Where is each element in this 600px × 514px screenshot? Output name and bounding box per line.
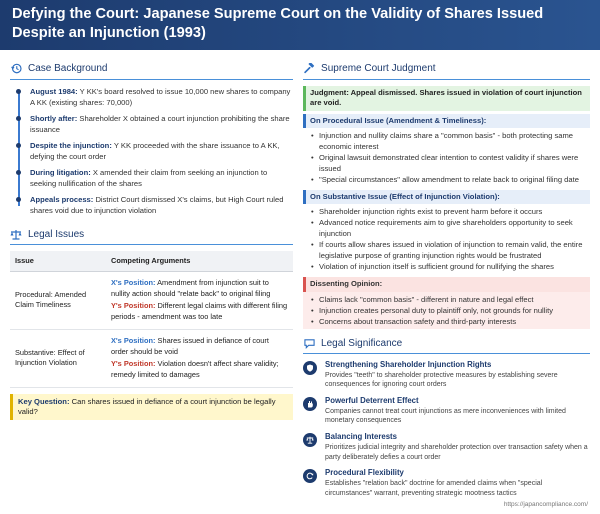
y-position: [111, 359, 288, 380]
significance-title-text: Powerful Deterrent Effect: [325, 396, 419, 406]
x-position: [111, 278, 288, 299]
key-question-label: Key Question:: [18, 396, 70, 406]
significance-title: Legal Significance: [321, 337, 403, 349]
shield-icon: [303, 361, 317, 375]
issues-table: [10, 251, 293, 388]
dissent-points: [303, 292, 590, 329]
list-item: • Violation of injunction itself is sufficient ground for nullifying the shares: [311, 261, 590, 272]
significance-desc: Prioritizes judicial integrity and shareholder protection over transaction safety when a party deliberately defies a court order: [325, 443, 588, 461]
x-position-label: X's Position:: [111, 277, 156, 287]
significance-item: [303, 468, 590, 498]
timeline-label: Despite the injunction:: [30, 140, 112, 150]
significance-title-text: Procedural Flexibility: [325, 468, 404, 478]
significance-title-text: Balancing Interests: [325, 432, 397, 442]
legal-issues-title: Legal Issues: [28, 228, 85, 240]
judgment-heading: [303, 62, 590, 80]
significance-desc: Companies cannot treat court injunctions as mere inconveniences with limited monetary consequences: [325, 407, 566, 425]
significance-item: [303, 432, 590, 462]
list-item: • Injunction and nullity claims share a "common basis" - both protecting same economic interest: [311, 130, 590, 152]
case-background-heading: [10, 62, 293, 80]
significance-item: [303, 396, 590, 426]
timeline-item: [30, 167, 293, 189]
arguments-cell: [106, 271, 293, 329]
y-position-label: Y's Position:: [111, 359, 156, 369]
timeline-label: August 1984:: [30, 86, 78, 96]
arguments-cell: [106, 329, 293, 387]
significance-body: [325, 360, 590, 390]
timeline-item: [30, 140, 293, 162]
left-column: [10, 50, 293, 504]
page-header: [0, 0, 600, 50]
column-header-arguments: Competing Arguments: [106, 251, 293, 271]
x-position-text: Shares issued in defiance of court order should be void: [111, 335, 269, 356]
list-item: • Shareholder injunction rights exist to prevent harm before it occurs: [311, 206, 590, 217]
issue-cell: Procedural: Amended Claim Timeliness: [10, 271, 106, 329]
page-title: Defying the Court: Japanese Supreme Court on the Validity of Shares Issued Despite an Injunction (1993): [12, 6, 544, 41]
key-question-text: Can shares issued in defiance of a court injunction be legally valid?: [18, 396, 276, 417]
timeline-label: Shortly after:: [30, 113, 78, 123]
list-item: • If courts allow shares issued in violation of injunction to remain valid, the entire legislative purpose of granting injunction rights would be frustrated: [311, 239, 590, 261]
timeline-item: [30, 194, 293, 216]
list-item: • Injunction creates personal duty to plaintiff only, not grounds for nullity: [311, 305, 590, 316]
timeline-text: District Court dismissed X's claims, but High Court ruled shares void due to injunction violation: [30, 194, 284, 215]
significance-title-text: Strengthening Shareholder Injunction Rights: [325, 360, 492, 369]
significance-list: [303, 360, 590, 498]
key-question: [10, 394, 293, 421]
gavel-icon: [303, 63, 315, 75]
dissent-box: [303, 277, 590, 328]
significance-desc: Establishes "relation back" doctrine for amended claims when "special circumstances" warrant, preventing strategic mootness tactics: [325, 479, 543, 497]
procedural-heading: On Procedural Issue (Amendment & Timeliness):: [303, 114, 590, 128]
x-position: [111, 336, 288, 357]
y-position-text: Different legal claims with different filing periods - amendment was too late: [111, 301, 288, 322]
history-icon: [10, 63, 22, 75]
timeline-item: [30, 86, 293, 108]
dissent-heading: Dissenting Opinion:: [303, 277, 590, 291]
case-background-title: Case Background: [28, 63, 108, 74]
footer-url[interactable]: https://japancompliance.com/: [503, 501, 588, 509]
significance-body: [325, 432, 590, 462]
column-header-issue: Issue: [10, 251, 106, 271]
content-columns: [0, 50, 600, 504]
list-item: • Concerns about transaction safety and third-party interests: [311, 316, 590, 327]
verdict-banner: Judgment: Appeal dismissed. Shares issued in violation of court injunction are void.: [303, 86, 590, 111]
timeline-label: Appeals process:: [30, 194, 94, 204]
significance-heading: [303, 337, 590, 355]
significance-body: [325, 396, 590, 426]
table-header-row: [10, 251, 293, 271]
balance-scale-icon: [10, 228, 22, 240]
substantive-points: [303, 204, 590, 274]
list-item: • Claims lack "common basis" - different in nature and legal effect: [311, 294, 590, 305]
list-item: • "Special circumstances" allow amendment to relate back to original filing date: [311, 174, 590, 185]
table-row: [10, 271, 293, 329]
timeline-text: X amended their claim from seeking an injunction to seeking nullification of the shares: [30, 167, 268, 188]
timeline-text: Shareholder X obtained a court injunction prohibiting the share issuance: [30, 113, 290, 134]
procedural-points: [303, 128, 590, 187]
scale-icon: [303, 433, 317, 447]
timeline-item: [30, 113, 293, 135]
legal-issues-heading: [10, 228, 293, 246]
significance-item: [303, 360, 590, 390]
case-timeline: [10, 86, 293, 216]
timeline-label: During litigation:: [30, 167, 91, 177]
x-position-label: X's Position:: [111, 335, 156, 345]
timeline-text: Y KK's board resolved to issue 10,000 new shares to company A KK (existing shares: 70,000): [30, 86, 291, 107]
y-position-text: Violation doesn't affect share validity; remedy limited to damages: [111, 359, 279, 380]
timeline-text: Y KK proceeded with the share issuance to A KK, defying the court order: [30, 140, 280, 161]
judgment-title: Supreme Court Judgment: [321, 63, 436, 74]
list-item: • Original lawsuit demonstrated clear intention to contest validity if shares were issued: [311, 152, 590, 174]
list-item: • Advanced notice requirements aim to give shareholders opportunity to seek injunction: [311, 217, 590, 239]
y-position-label: Y's Position:: [111, 301, 156, 311]
significance-desc: Provides "teeth" to shareholder protective measures by establishing severe consequences for ignoring court orders: [325, 371, 558, 389]
x-position-text: Amendment from injunction suit to nullity action should "relate back" to original filing: [111, 277, 271, 298]
y-position: [111, 301, 288, 322]
table-row: [10, 329, 293, 387]
issue-cell: Substantive: Effect of Injunction Violation: [10, 329, 106, 387]
significance-body: [325, 468, 590, 498]
refresh-icon: [303, 469, 317, 483]
hand-icon: [303, 397, 317, 411]
comment-icon: [303, 337, 315, 349]
substantive-heading: On Substantive Issue (Effect of Injunction Violation):: [303, 190, 590, 204]
right-column: [303, 50, 590, 504]
